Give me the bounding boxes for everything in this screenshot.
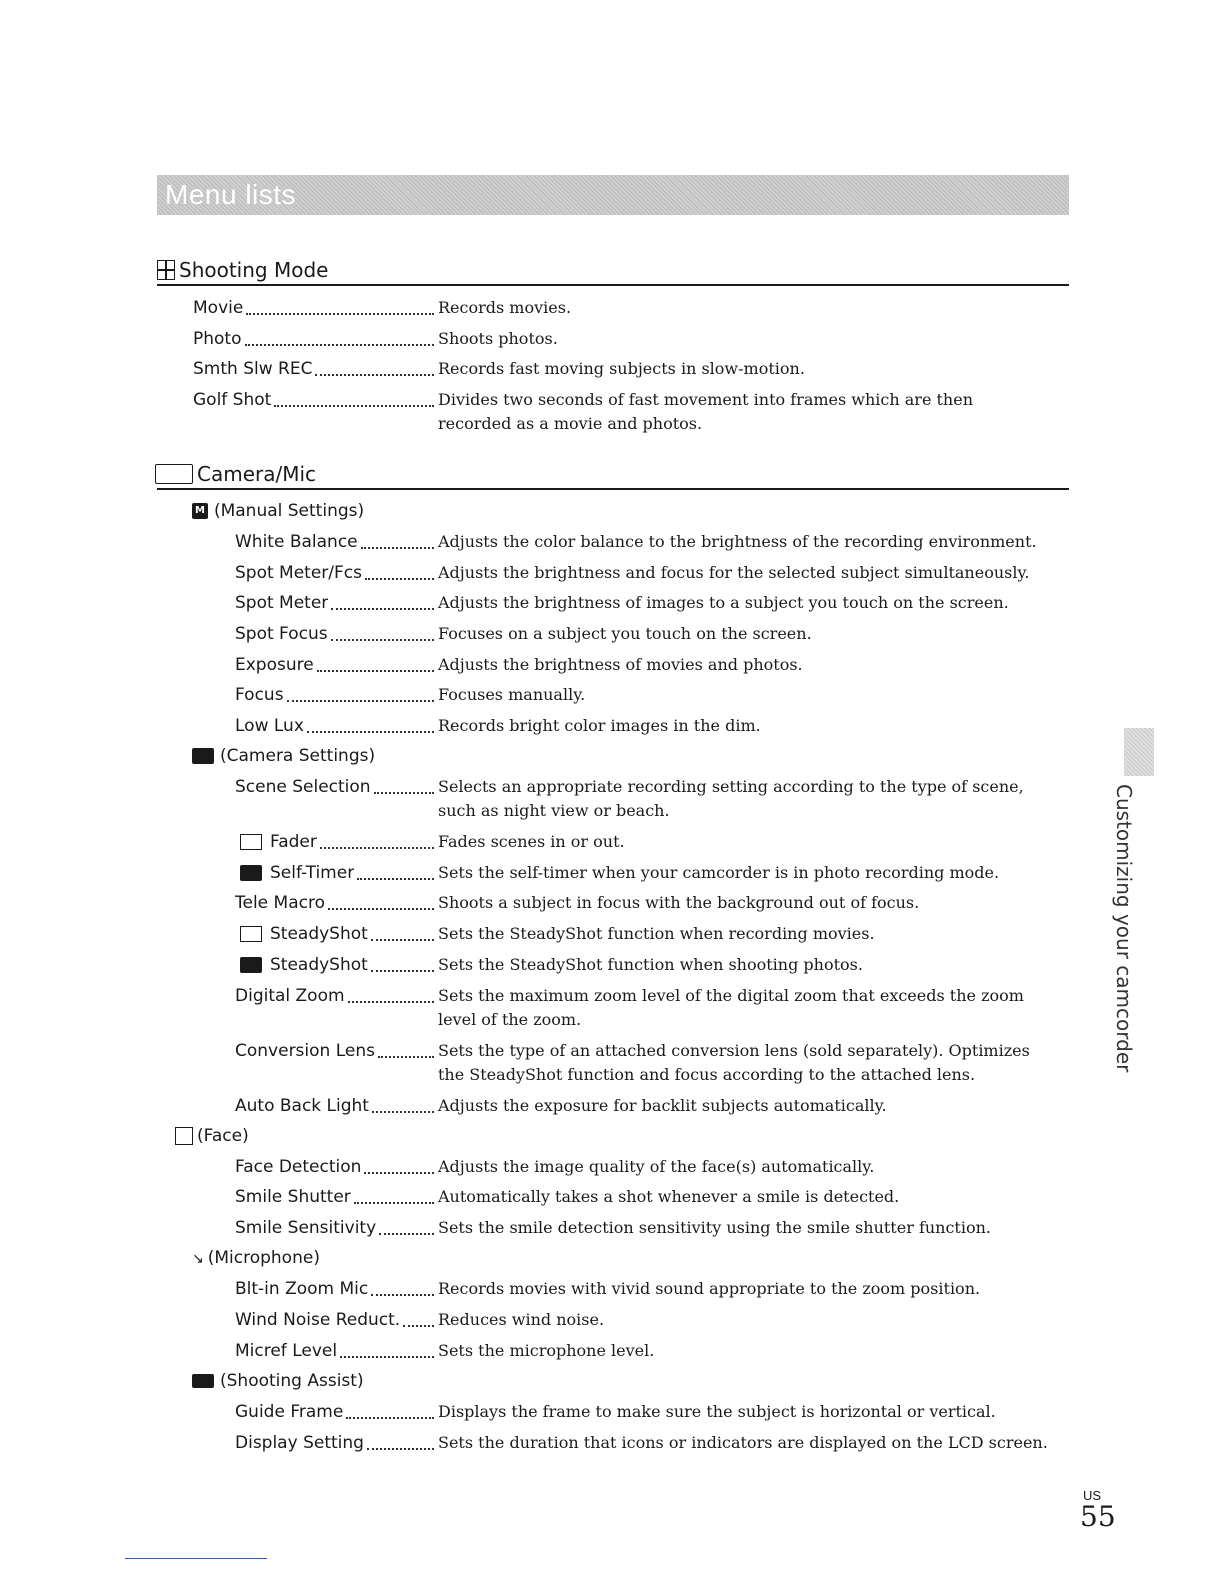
menu-item-term: Low Lux [235, 716, 304, 736]
description-line: Divides two seconds of fast movement into frames which are then [438, 390, 974, 409]
menu-item-term: Blt-in Zoom Mic [235, 1279, 369, 1299]
leader-dots [317, 670, 434, 672]
leader-dots [403, 1325, 434, 1327]
menu-item-description [438, 327, 1078, 351]
menu-item-description [438, 1339, 1078, 1363]
menu-item-row [0, 1185, 1224, 1209]
subheading-label: (Manual Settings) [213, 501, 365, 521]
microphone-icon: ↘ [192, 1251, 204, 1267]
camera-settings-icon [192, 748, 214, 764]
menu-item-row [0, 327, 1224, 351]
description-line: Focuses manually. [438, 685, 586, 704]
menu-item-description [438, 1277, 1078, 1301]
leader-dots [367, 1448, 434, 1450]
menu-item-row [0, 1400, 1224, 1424]
description-line: Records movies with vivid sound appropriate to the zoom position. [438, 1279, 981, 1298]
leader-dots [331, 639, 434, 641]
menu-item-row [0, 622, 1224, 646]
menu-item-description [438, 1216, 1078, 1240]
leader-dots [245, 344, 435, 346]
description-line: Adjusts the exposure for backlit subjects automatically. [438, 1096, 887, 1115]
leader-dots [340, 1356, 434, 1358]
menu-item-row [0, 1339, 1224, 1363]
description-line: Adjusts the image quality of the face(s) automatically. [438, 1157, 875, 1176]
face-heading [175, 1124, 249, 1148]
menu-item-description [438, 891, 1078, 915]
photo-mode-icon [240, 865, 262, 881]
menu-item-description [438, 1308, 1078, 1332]
face-icon [175, 1127, 193, 1145]
section-title: Camera/Mic [197, 462, 317, 486]
description-line: Adjusts the brightness of images to a subject you touch on the screen. [438, 593, 1009, 612]
menu-item-row [0, 830, 1224, 854]
menu-item-term: Digital Zoom [235, 986, 345, 1006]
menu-item-row [0, 861, 1224, 885]
menu-item-row [0, 357, 1224, 381]
description-line: Sets the type of an attached conversion lens (sold separately). Optimizes [438, 1041, 1030, 1060]
menu-item-description [438, 1094, 1078, 1118]
menu-item-term: Tele Macro [235, 893, 325, 913]
description-line: such as night view or beach. [438, 801, 670, 820]
menu-item-term: Spot Focus [235, 624, 328, 644]
description-line: Sets the maximum zoom level of the digital zoom that exceeds the zoom [438, 986, 1024, 1005]
menu-item-description [438, 388, 1078, 436]
leader-dots [357, 878, 434, 880]
description-line: Sets the microphone level. [438, 1341, 655, 1360]
menu-item-description [438, 357, 1078, 381]
menu-item-row [0, 530, 1224, 554]
banner-title: Menu lists [165, 179, 297, 210]
leader-dots [371, 939, 434, 941]
description-line: Sets the self-timer when your camcorder is in photo recording mode. [438, 863, 1000, 882]
menu-item-row [0, 891, 1224, 915]
section-camera-mic [157, 458, 1069, 490]
leader-dots [287, 700, 434, 702]
menu-item-term: Fader [270, 832, 317, 852]
leader-dots [307, 731, 434, 733]
menu-item-row [0, 388, 1224, 433]
menu-item-term: Smile Shutter [235, 1187, 351, 1207]
leader-dots [372, 1111, 434, 1113]
menu-item-term: SteadyShot [270, 924, 368, 944]
leader-dots [378, 1056, 434, 1058]
menu-item-term: White Balance [235, 532, 358, 552]
subheading-label: (Face) [197, 1126, 249, 1146]
menu-item-description [438, 953, 1078, 977]
description-line: Shoots a subject in focus with the background out of focus. [438, 893, 920, 912]
menu-item-row [0, 653, 1224, 677]
menu-item-description [438, 984, 1078, 1032]
side-tab-text: Customizing your camcorder [1112, 784, 1136, 1073]
leader-dots [246, 313, 434, 315]
description-line: Displays the frame to make sure the subject is horizontal or vertical. [438, 1402, 996, 1421]
menu-item-description [438, 530, 1078, 554]
menu-item-description [438, 861, 1078, 885]
menu-item-description [438, 296, 1078, 320]
menu-item-term: Focus [235, 685, 284, 705]
menu-item-term: Micref Level [235, 1341, 338, 1361]
section-shooting-mode [157, 254, 1069, 286]
description-line: Adjusts the color balance to the brightness of the recording environment. [438, 532, 1037, 551]
description-line: Reduces wind noise. [438, 1310, 605, 1329]
menu-item-row [0, 775, 1224, 820]
menu-item-row [0, 1277, 1224, 1301]
menu-item-description [438, 1400, 1078, 1424]
menu-item-row [0, 1216, 1224, 1240]
menu-item-description [438, 1039, 1078, 1087]
photo-mode-icon [240, 957, 262, 973]
menu-item-term: Exposure [235, 655, 314, 675]
menu-item-description [438, 653, 1078, 677]
leader-dots [274, 405, 434, 407]
menu-item-row [0, 1155, 1224, 1179]
description-line: Records bright color images in the dim. [438, 716, 761, 735]
manual-icon: M [192, 503, 208, 519]
page-number: 55 [1080, 1500, 1116, 1533]
menu-item-description [438, 561, 1078, 585]
menu-item-row [0, 1039, 1224, 1084]
microphone-heading [192, 1246, 320, 1271]
menu-item-row [0, 561, 1224, 585]
menu-item-description [438, 1185, 1078, 1209]
description-line: Records movies. [438, 298, 572, 317]
shooting-mode-icon [157, 260, 175, 280]
menu-item-row [0, 1431, 1224, 1455]
leader-dots [371, 1294, 434, 1296]
menu-item-term: Guide Frame [235, 1402, 344, 1422]
subheading-label: (Shooting Assist) [220, 1371, 364, 1391]
menu-item-term: Smth Slw REC [193, 359, 313, 379]
menu-item-term: Wind Noise Reduct. [235, 1310, 401, 1330]
subheading-label: (Camera Settings) [220, 746, 376, 766]
side-tab-label [1104, 784, 1144, 1073]
description-line: Sets the SteadyShot function when shooting photos. [438, 955, 863, 974]
menu-item-row [0, 296, 1224, 320]
description-line: Sets the smile detection sensitivity using the smile shutter function. [438, 1218, 991, 1237]
menu-item-description [438, 1431, 1078, 1455]
menu-item-term: Face Detection [235, 1157, 362, 1177]
leader-dots [374, 792, 434, 794]
menu-item-description [438, 591, 1078, 615]
description-line: level of the zoom. [438, 1010, 582, 1029]
menu-item-description [438, 922, 1078, 946]
description-line: Selects an appropriate recording setting according to the type of scene, [438, 777, 1024, 796]
leader-dots [348, 1001, 434, 1003]
description-line: Adjusts the brightness and focus for the selected subject simultaneously. [438, 563, 1030, 582]
menu-item-row [0, 1094, 1224, 1118]
menu-item-term: Self-Timer [270, 863, 355, 883]
menu-item-description [438, 683, 1078, 707]
menu-item-description [438, 775, 1078, 823]
region-code: US [1083, 1488, 1102, 1503]
leader-dots [331, 608, 434, 610]
description-line: Records fast moving subjects in slow-motion. [438, 359, 805, 378]
menu-item-term: Golf Shot [193, 390, 272, 410]
menu-item-row [0, 591, 1224, 615]
description-line: recorded as a movie and photos. [438, 414, 703, 433]
subheading-label: (Microphone) [207, 1248, 320, 1268]
section-title: Shooting Mode [179, 258, 329, 282]
menu-item-term: Spot Meter [235, 593, 329, 613]
menu-item-term: Spot Meter/Fcs [235, 563, 363, 583]
manual-settings-heading [192, 499, 364, 523]
menu-item-term: Display Setting [235, 1433, 364, 1453]
menu-item-description [438, 714, 1078, 738]
menu-item-term: Scene Selection [235, 777, 371, 797]
movie-mode-icon [240, 926, 262, 942]
menu-item-row [0, 1308, 1224, 1332]
menu-item-row [0, 984, 1224, 1029]
description-line: Adjusts the brightness of movies and photos. [438, 655, 803, 674]
description-line: Automatically takes a shot whenever a smile is detected. [438, 1187, 900, 1206]
menu-item-term: Auto Back Light [235, 1096, 369, 1116]
description-line: Focuses on a subject you touch on the screen. [438, 624, 812, 643]
menu-item-row [0, 953, 1224, 977]
menu-item-term: Smile Sensitivity [235, 1218, 377, 1238]
description-line: the SteadyShot function and focus according to the attached lens. [438, 1065, 976, 1084]
menu-item-term: Photo [193, 329, 242, 349]
menu-item-row [0, 683, 1224, 707]
menu-item-term: SteadyShot [270, 955, 368, 975]
menu-item-description [438, 1155, 1078, 1179]
leader-dots [365, 578, 434, 580]
menu-item-description [438, 830, 1078, 854]
side-tab-marker [1124, 728, 1154, 776]
menu-lists-banner [157, 175, 1069, 215]
camera-icon [155, 464, 193, 484]
shooting-assist-icon [192, 1374, 214, 1388]
leader-dots [371, 970, 434, 972]
leader-dots [361, 547, 434, 549]
leader-dots [354, 1202, 434, 1204]
shooting-assist-heading [192, 1369, 364, 1393]
menu-item-term: Movie [193, 298, 244, 318]
leader-dots [379, 1233, 434, 1235]
menu-item-term: Conversion Lens [235, 1041, 375, 1061]
leader-dots [346, 1417, 434, 1419]
leader-dots [320, 847, 434, 849]
footnote-rule [125, 1558, 267, 1559]
camera-settings-heading [192, 744, 375, 768]
menu-item-row [0, 922, 1224, 946]
leader-dots [364, 1172, 434, 1174]
menu-item-row [0, 714, 1224, 738]
description-line: Fades scenes in or out. [438, 832, 625, 851]
leader-dots [315, 374, 434, 376]
description-line: Shoots photos. [438, 329, 558, 348]
description-line: Sets the SteadyShot function when recording movies. [438, 924, 875, 943]
menu-item-description [438, 622, 1078, 646]
movie-mode-icon [240, 834, 262, 850]
leader-dots [328, 908, 434, 910]
description-line: Sets the duration that icons or indicators are displayed on the LCD screen. [438, 1433, 1048, 1452]
